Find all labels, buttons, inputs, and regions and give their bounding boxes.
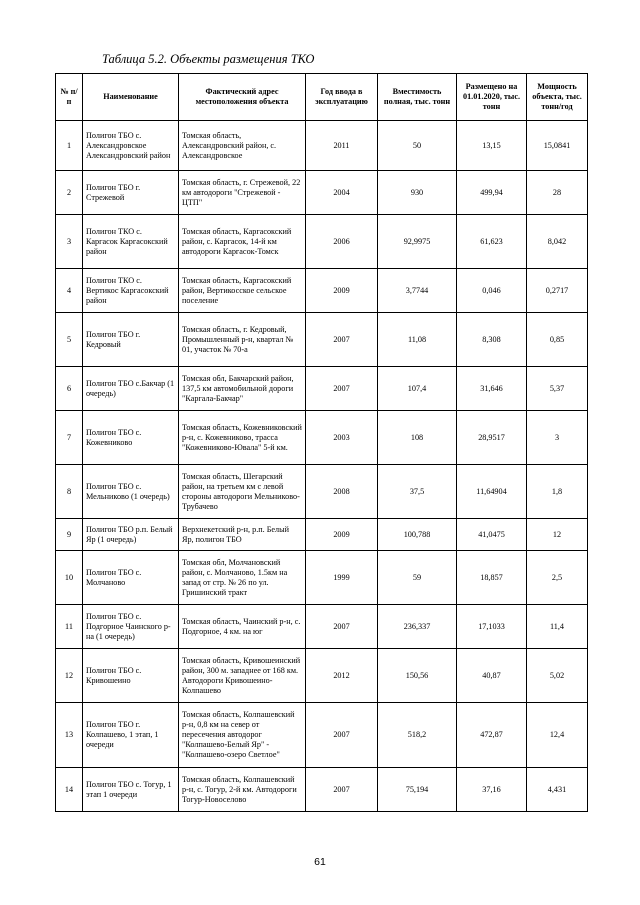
table-row — [56, 519, 588, 551]
cell-address: Томская область, Александровский район, с. Александровское — [179, 121, 306, 171]
cell-address: Томская область, Шегарский район, на третьем км с левой стороны автодороги Мельниково-Трубачево — [179, 465, 306, 519]
cell-name: Полигон ТБО с. Кривошеино — [83, 649, 179, 703]
cell-year: 2008 — [306, 465, 378, 519]
header-name: Наименование — [83, 74, 179, 121]
table-row — [56, 605, 588, 649]
cell-num: 6 — [56, 367, 83, 411]
cell-year: 2007 — [306, 313, 378, 367]
header-power: Мощность объекта, тыс. тонн/год — [527, 74, 588, 121]
cell-power: 1,8 — [527, 465, 588, 519]
table-row — [56, 121, 588, 171]
cell-num: 2 — [56, 171, 83, 215]
cell-capacity: 92,9975 — [378, 215, 457, 269]
cell-num: 12 — [56, 649, 83, 703]
cell-address: Верхнекетский р-н, р.п. Белый Яр, полигон ТБО — [179, 519, 306, 551]
table-row — [56, 768, 588, 812]
cell-address: Томская область, Каргасокский район, с. Каргасок, 14-й км автодороги Каргасок-Томск — [179, 215, 306, 269]
header-row — [56, 74, 588, 121]
cell-year: 2007 — [306, 367, 378, 411]
cell-capacity: 75,194 — [378, 768, 457, 812]
cell-num: 11 — [56, 605, 83, 649]
cell-num: 10 — [56, 551, 83, 605]
cell-placed: 37,16 — [457, 768, 527, 812]
cell-power: 4,431 — [527, 768, 588, 812]
cell-capacity: 236,337 — [378, 605, 457, 649]
cell-address: Томская область, г. Кедровый, Промышленный р-н, квартал № 01, участок № 70-а — [179, 313, 306, 367]
cell-placed: 40,87 — [457, 649, 527, 703]
table-row — [56, 649, 588, 703]
cell-name: Полигон ТБО г. Колпашево, 1 этап, 1 очереди — [83, 703, 179, 768]
cell-placed: 499,94 — [457, 171, 527, 215]
cell-power: 28 — [527, 171, 588, 215]
cell-capacity: 100,788 — [378, 519, 457, 551]
cell-placed: 0,046 — [457, 269, 527, 313]
cell-placed: 18,857 — [457, 551, 527, 605]
cell-year: 2004 — [306, 171, 378, 215]
cell-placed: 13,15 — [457, 121, 527, 171]
cell-placed: 28,9517 — [457, 411, 527, 465]
cell-address: Томская область, Колпашевский р-н, с. Тогур, 2-й км. Автодороги Тогур-Новоселово — [179, 768, 306, 812]
cell-year: 2009 — [306, 269, 378, 313]
header-num: № п/п — [56, 74, 83, 121]
table-row — [56, 703, 588, 768]
cell-name: Полигон ТБО р.п. Белый Яр (1 очередь) — [83, 519, 179, 551]
cell-capacity: 59 — [378, 551, 457, 605]
table-caption: Таблица 5.2. Объекты размещения ТКО — [102, 52, 315, 66]
cell-placed: 11,64904 — [457, 465, 527, 519]
cell-power: 12,4 — [527, 703, 588, 768]
cell-name: Полигон ТБО с. Тогур, 1 этап 1 очереди — [83, 768, 179, 812]
cell-capacity: 107,4 — [378, 367, 457, 411]
cell-power: 11,4 — [527, 605, 588, 649]
cell-name: Полигон ТБО с.Бакчар (1 очередь) — [83, 367, 179, 411]
header-placed: Размещено на 01.01.2020, тыс. тонн — [457, 74, 527, 121]
cell-year: 2011 — [306, 121, 378, 171]
table-row — [56, 215, 588, 269]
cell-capacity: 3,7744 — [378, 269, 457, 313]
cell-capacity: 108 — [378, 411, 457, 465]
cell-address: Томская область, Каргасокский район, Вертикосское сельское поселение — [179, 269, 306, 313]
cell-year: 2009 — [306, 519, 378, 551]
cell-capacity: 518,2 — [378, 703, 457, 768]
cell-num: 7 — [56, 411, 83, 465]
cell-name: Полигон ТКО с. Каргасок Каргасокский район — [83, 215, 179, 269]
cell-power: 15,0841 — [527, 121, 588, 171]
cell-placed: 31,646 — [457, 367, 527, 411]
cell-placed: 41,0475 — [457, 519, 527, 551]
cell-capacity: 37,5 — [378, 465, 457, 519]
cell-placed: 8,308 — [457, 313, 527, 367]
cell-placed: 61,623 — [457, 215, 527, 269]
cell-year: 2003 — [306, 411, 378, 465]
cell-num: 1 — [56, 121, 83, 171]
table-row — [56, 367, 588, 411]
cell-power: 8,042 — [527, 215, 588, 269]
cell-power: 3 — [527, 411, 588, 465]
cell-address: Томская область, Колпашевский р-н, 0,8 км на север от пересечения автодорог "Колпашево-Белый Яр" - "Колпашево-озеро Светлое" — [179, 703, 306, 768]
cell-address: Томская обл, Бакчарский район, 137,5 км автомобильной дороги "Каргала-Бакчар" — [179, 367, 306, 411]
table-row — [56, 269, 588, 313]
cell-power: 2,5 — [527, 551, 588, 605]
table-row — [56, 551, 588, 605]
cell-name: Полигон ТБО с. Мельниково (1 очередь) — [83, 465, 179, 519]
cell-name: Полигон ТБО с. Кожевниково — [83, 411, 179, 465]
cell-name: Полигон ТБО с. Александровское Александровский район — [83, 121, 179, 171]
cell-address: Томская область, Кривошеинский район, 300 м. западнее от 168 км. Автодороги Кривошеино-Колпашево — [179, 649, 306, 703]
table-row — [56, 411, 588, 465]
cell-year: 2007 — [306, 605, 378, 649]
cell-name: Полигон ТБО с. Подгорное Чаинского р-на (1 очередь) — [83, 605, 179, 649]
cell-year: 2012 — [306, 649, 378, 703]
cell-power: 5,02 — [527, 649, 588, 703]
cell-power: 0,2717 — [527, 269, 588, 313]
cell-capacity: 50 — [378, 121, 457, 171]
cell-address: Томская область, г. Стрежевой, 22 км автодороги "Стрежевой - ЦТП" — [179, 171, 306, 215]
cell-address: Томская обл, Молчановский район, с. Молчаново, 1.5км на запад от стр. № 26 по ул. Гришинский тракт — [179, 551, 306, 605]
cell-name: Полигон ТБО г. Стрежевой — [83, 171, 179, 215]
cell-num: 13 — [56, 703, 83, 768]
header-year: Год ввода в эксплуатацию — [306, 74, 378, 121]
cell-address: Томская область, Чаинский р-н, с. Подгорное, 4 км. на юг — [179, 605, 306, 649]
cell-num: 14 — [56, 768, 83, 812]
table-row — [56, 171, 588, 215]
table-row — [56, 313, 588, 367]
cell-address: Томская область, Кожевниковский р-н, с. Кожевниково, трасса "Кожевниково-Ювала" 5-й км. — [179, 411, 306, 465]
cell-capacity: 11,08 — [378, 313, 457, 367]
cell-num: 5 — [56, 313, 83, 367]
header-address: Фактический адрес местоположения объекта — [179, 74, 306, 121]
cell-year: 2007 — [306, 703, 378, 768]
header-capacity: Вместимость полная, тыс. тонн — [378, 74, 457, 121]
cell-power: 0,85 — [527, 313, 588, 367]
page-number: 61 — [314, 856, 326, 868]
cell-power: 5,37 — [527, 367, 588, 411]
cell-num: 9 — [56, 519, 83, 551]
cell-name: Полигон ТБО г. Кедровый — [83, 313, 179, 367]
cell-year: 2006 — [306, 215, 378, 269]
cell-num: 4 — [56, 269, 83, 313]
cell-name: Полигон ТКО с. Вертикос Каргасокский район — [83, 269, 179, 313]
cell-year: 1999 — [306, 551, 378, 605]
cell-placed: 472,87 — [457, 703, 527, 768]
waste-facilities-table — [55, 73, 588, 812]
cell-num: 8 — [56, 465, 83, 519]
cell-year: 2007 — [306, 768, 378, 812]
cell-power: 12 — [527, 519, 588, 551]
cell-capacity: 930 — [378, 171, 457, 215]
cell-capacity: 150,56 — [378, 649, 457, 703]
cell-name: Полигон ТБО с. Молчаново — [83, 551, 179, 605]
cell-num: 3 — [56, 215, 83, 269]
cell-placed: 17,1033 — [457, 605, 527, 649]
table-row — [56, 465, 588, 519]
